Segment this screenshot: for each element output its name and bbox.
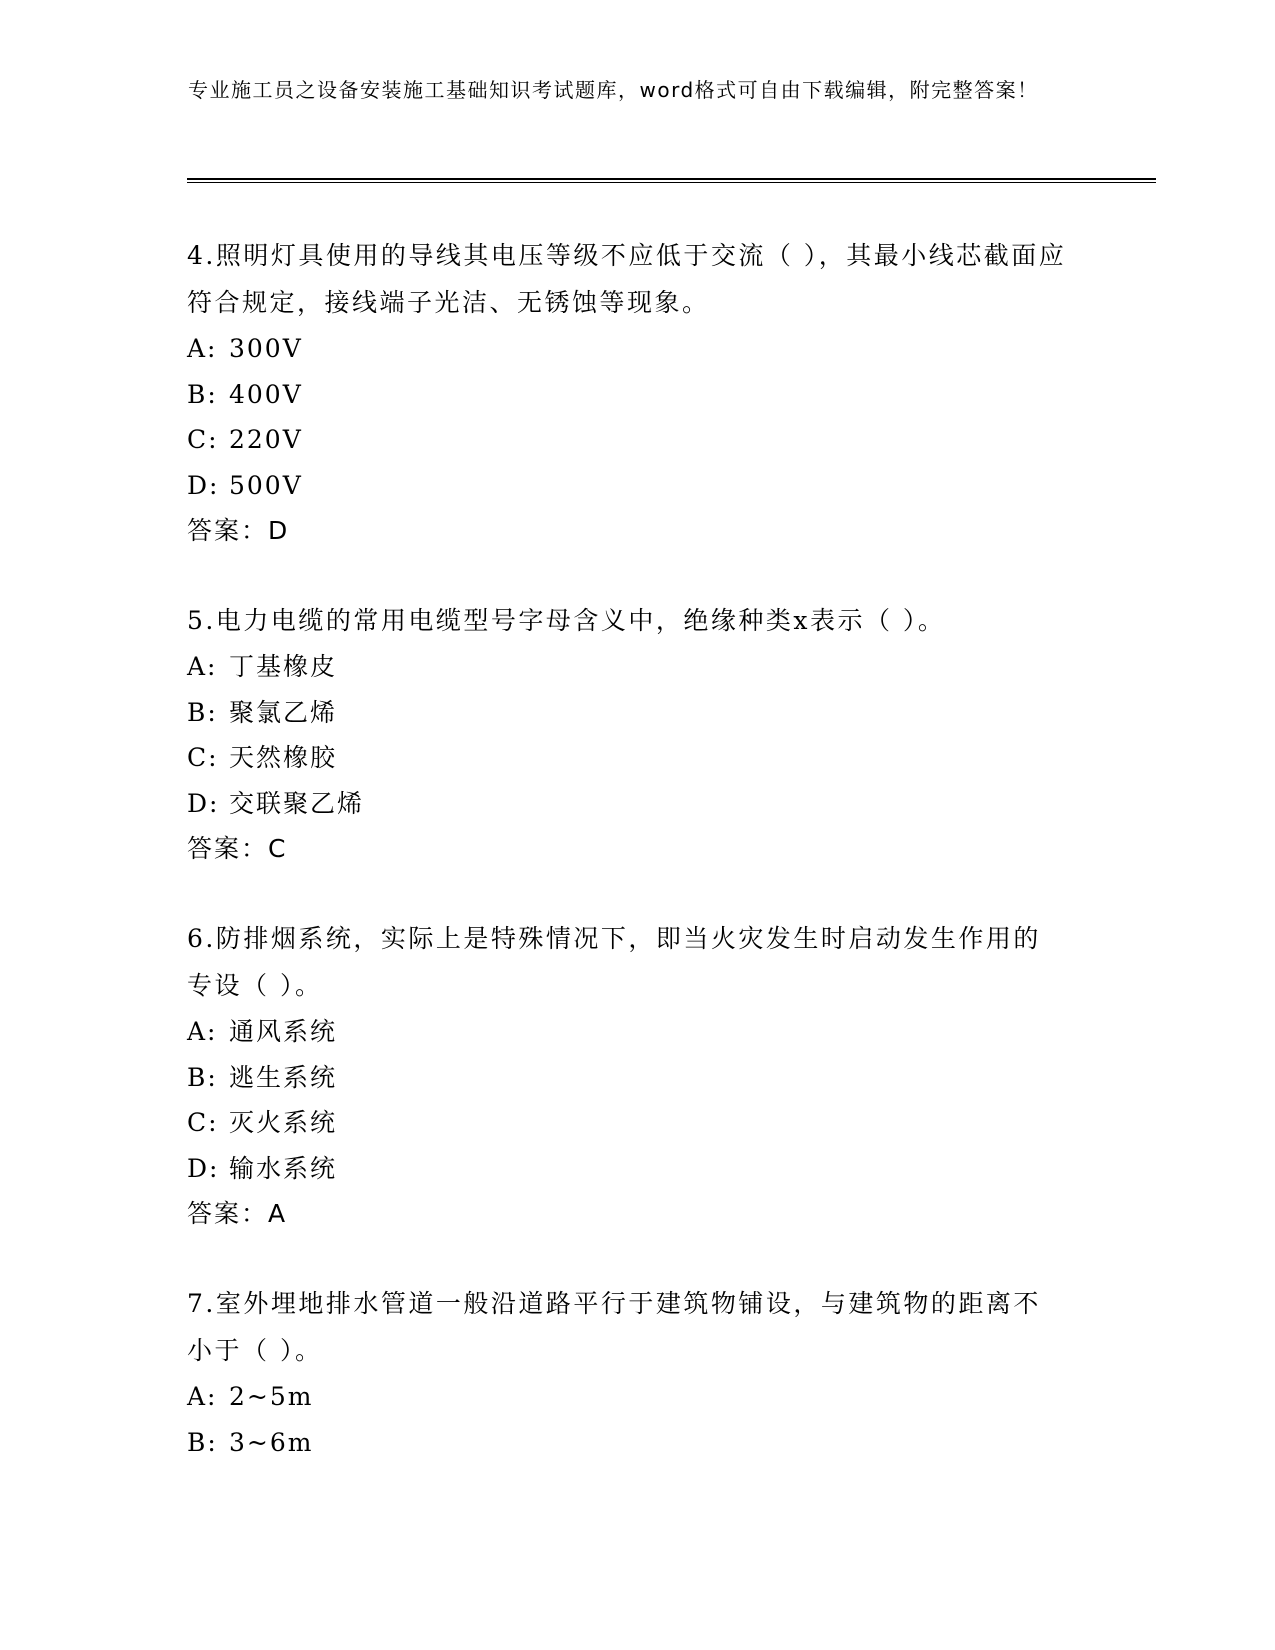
- document-header: 专业施工员之设备安装施工基础知识考试题库，word格式可自由下载编辑，附完整答案！: [188, 78, 1039, 102]
- option-text: 逃生系统: [229, 1062, 338, 1092]
- option-key: B:: [187, 1062, 218, 1092]
- option-key: D:: [187, 470, 220, 500]
- option-key: C:: [187, 743, 219, 772]
- question-stem: 5.电力电缆的常用电缆型号字母含义中，绝缘种类x表示（ ）。: [187, 606, 946, 635]
- option-b: [187, 690, 1087, 736]
- option-key: B:: [187, 1427, 218, 1457]
- header-divider-thin: [187, 182, 1156, 183]
- question-6: [187, 915, 1087, 1236]
- question-5: [187, 597, 1087, 871]
- question-stem: 6.防排烟系统，实际上是特殊情况下，即当火灾发生时启动发生作用的专设（ ）。: [187, 924, 1041, 1000]
- option-key: D:: [187, 788, 220, 818]
- question-list: [187, 232, 1087, 1509]
- option-text: 聚氯乙烯: [229, 697, 338, 727]
- option-a: [187, 644, 1087, 690]
- option-b: [187, 1055, 1087, 1101]
- option-text: 500V: [229, 470, 303, 500]
- option-text: 灭火系统: [229, 1108, 338, 1137]
- option-text: 丁基橡皮: [229, 652, 338, 681]
- option-d: [187, 463, 1087, 509]
- option-key: A:: [187, 1382, 218, 1411]
- option-key: A:: [187, 652, 218, 681]
- option-a: [187, 326, 1087, 372]
- option-text: 300V: [229, 334, 303, 363]
- answer-line: 答案：C: [187, 834, 288, 863]
- option-key: A:: [187, 1017, 218, 1046]
- answer-line: 答案：D: [187, 516, 290, 545]
- option-key: B:: [187, 697, 218, 727]
- option-text: 3~6m: [229, 1427, 314, 1457]
- option-key: B:: [187, 379, 218, 409]
- option-text: 输水系统: [229, 1153, 338, 1183]
- option-c: [187, 735, 1087, 781]
- question-stem: 7.室外埋地排水管道一般沿道路平行于建筑物铺设，与建筑物的距离不小于（ ）。: [187, 1289, 1041, 1365]
- option-text: 2~5m: [229, 1382, 314, 1411]
- option-d: [187, 1146, 1087, 1192]
- option-c: [187, 417, 1087, 463]
- option-key: C:: [187, 1108, 219, 1137]
- option-c: [187, 1100, 1087, 1146]
- option-a: [187, 1374, 1087, 1420]
- header-divider-thick: [187, 178, 1156, 180]
- option-text: 交联聚乙烯: [229, 788, 365, 818]
- option-text: 通风系统: [229, 1017, 338, 1046]
- question-stem: 4.照明灯具使用的导线其电压等级不应低于交流（ ），其最小线芯截面应符合规定，接线端子光洁、无锈蚀等现象。: [187, 241, 1067, 317]
- option-b: [187, 1420, 1087, 1466]
- question-7: [187, 1280, 1087, 1465]
- option-key: C:: [187, 425, 219, 454]
- option-key: D:: [187, 1153, 220, 1183]
- option-d: [187, 781, 1087, 827]
- question-4: [187, 232, 1087, 553]
- option-key: A:: [187, 334, 218, 363]
- option-text: 400V: [229, 379, 303, 409]
- option-a: [187, 1009, 1087, 1055]
- option-b: [187, 372, 1087, 418]
- option-text: 220V: [229, 425, 303, 454]
- answer-line: 答案：A: [187, 1199, 288, 1228]
- option-text: 天然橡胶: [229, 743, 338, 772]
